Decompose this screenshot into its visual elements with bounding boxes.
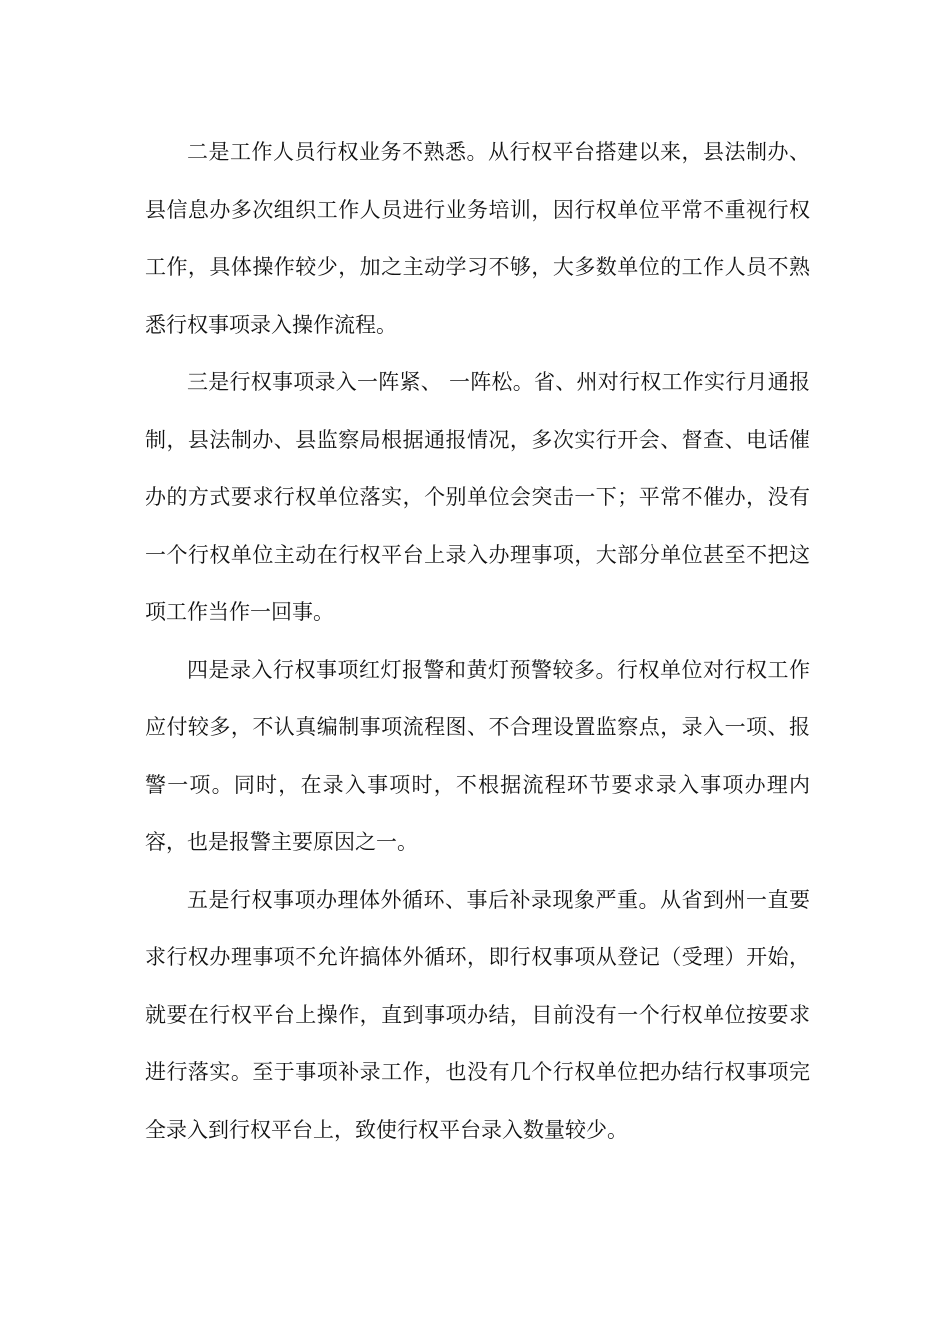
paragraph-staff-unfamiliar: 二是工作人员行权业务不熟悉。从行权平台搭建以来，县法制办、县信息办多次组织工作人员进行业务培训，因行权单位平常不重视行权工作，具体操作较少，加之主动学习不够，大多数单位的工作人员不熟悉行权事项录入操作流程。 (145, 140, 810, 337)
document-body (145, 124, 810, 1159)
paragraph-entry-inconsistent: 三是行权事项录入一阵紧、 一阵松。省、州对行权工作实行月通报制，县法制办、县监察局根据通报情况，多次实行开会、督查、电话催办的方式要求行权单位落实，个别单位会突击一下；平常不催办，没有一个行权单位主动在行权平台上录入办理事项，大部分单位甚至不把这项工作当作一回事。 (145, 370, 810, 624)
paragraph-external-circulation: 五是行权事项办理体外循环、事后补录现象严重。从省到州一直要求行权办理事项不允许搞体外循环，即行权事项从登记（受理）开始，就要在行权平台上操作，直到事项办结，目前没有一个行权单位按要求进行落实。至于事项补录工作，也没有几个行权单位把办结行权事项完全录入到行权平台上，致使行权平台录入数量较少。 (145, 887, 810, 1142)
paragraph-alarms-warnings: 四是录入行权事项红灯报警和黄灯预警较多。行权单位对行权工作应付较多，不认真编制事项流程图、不合理设置监察点，录入一项、报警一项。同时，在录入事项时，不根据流程环节要求录入事项办理内容，也是报警主要原因之一。 (145, 657, 810, 854)
